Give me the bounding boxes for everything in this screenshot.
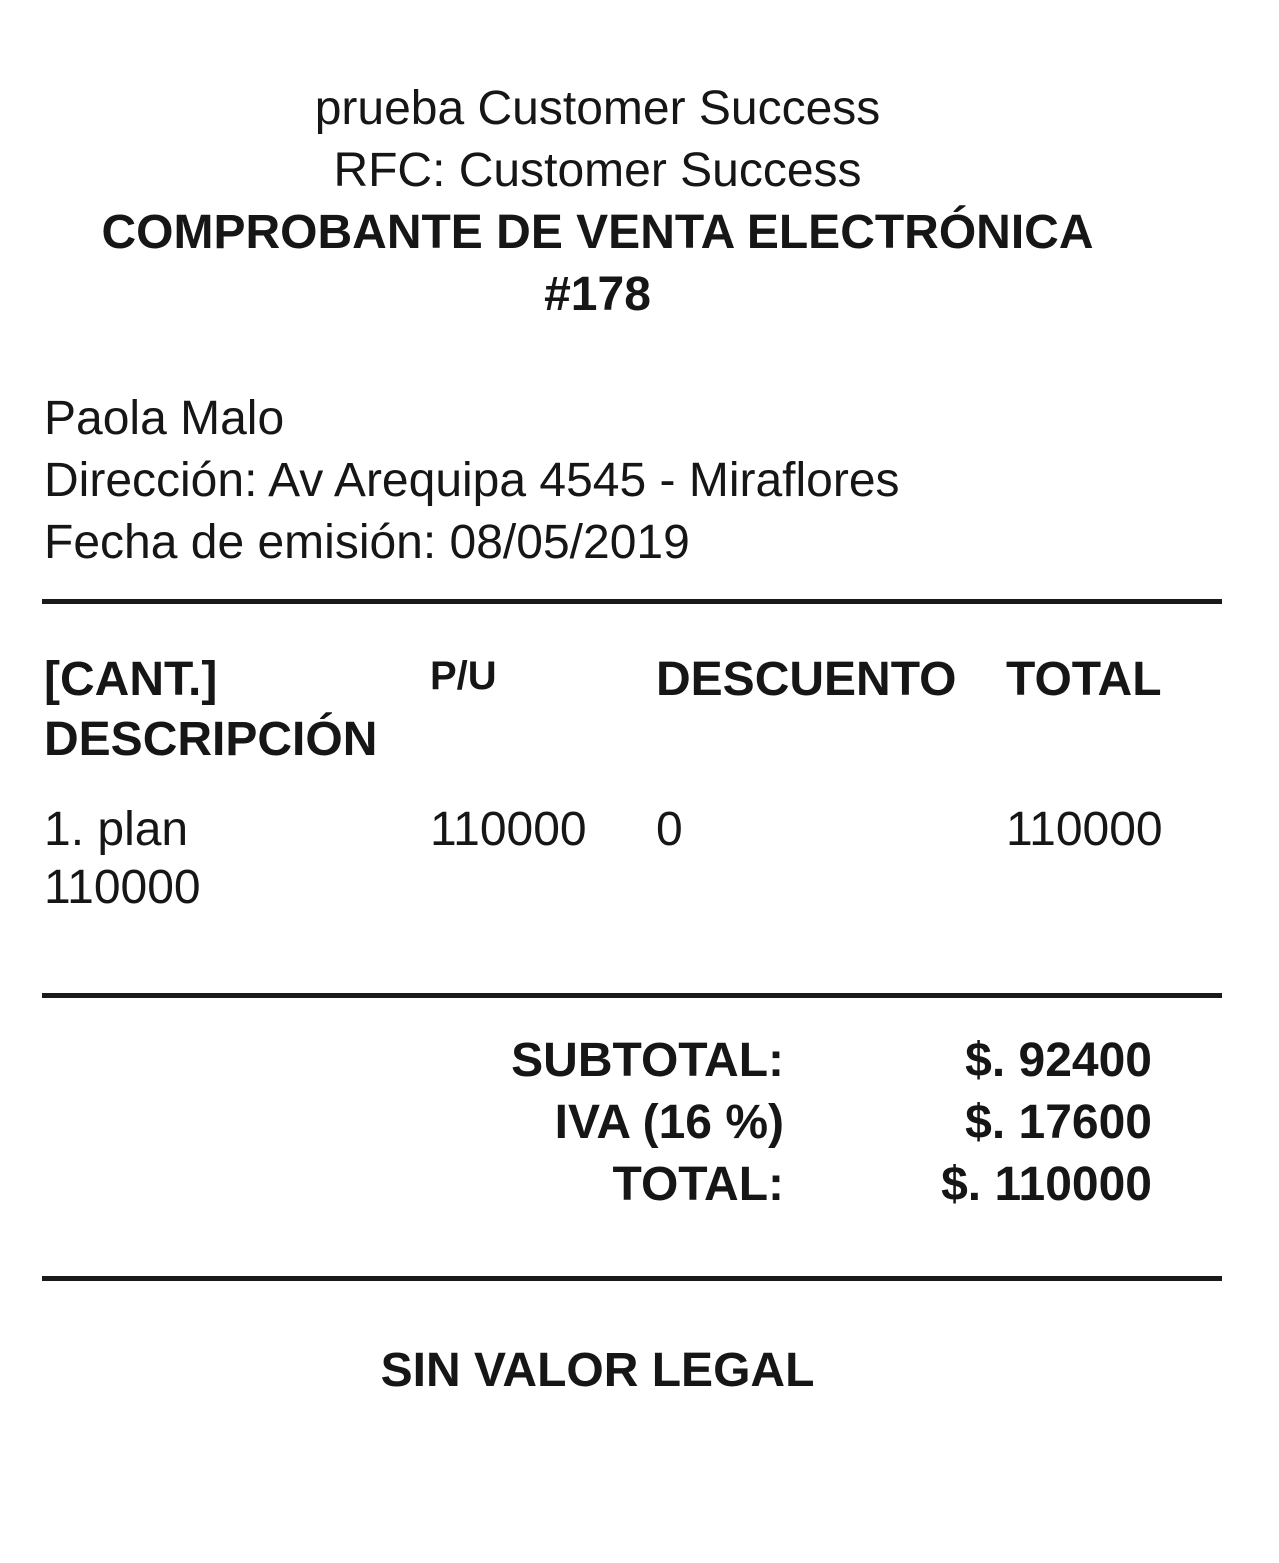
row-item: 1. plan bbox=[44, 803, 189, 856]
issue-date: Fecha de emisión: 08/05/2019 bbox=[44, 516, 690, 569]
customer-info bbox=[44, 388, 900, 574]
subtotal-label: SUBTOTAL: bbox=[511, 1034, 784, 1087]
row-discount: 0 bbox=[656, 803, 683, 856]
document-type: COMPROBANTE DE VENTA ELECTRÓNICA bbox=[101, 206, 1094, 259]
divider bbox=[42, 993, 1222, 998]
legal-note: SIN VALOR LEGAL bbox=[380, 1344, 815, 1397]
header-unit-price: P/U bbox=[430, 654, 497, 698]
customer-address: Dirección: Av Arequipa 4545 - Miraflores bbox=[44, 454, 900, 507]
header-total: TOTAL bbox=[1006, 653, 1162, 706]
divider bbox=[42, 599, 1222, 604]
rfc: RFC: Customer Success bbox=[333, 144, 862, 197]
receipt-number: #178 bbox=[544, 268, 651, 321]
receipt-header bbox=[0, 78, 1195, 326]
business-name: prueba Customer Success bbox=[314, 82, 881, 135]
totals-values bbox=[941, 1030, 1152, 1216]
iva-label: IVA (16 %) bbox=[554, 1096, 784, 1149]
row-total: 110000 bbox=[1006, 803, 1163, 856]
row-item-detail: 110000 bbox=[44, 861, 201, 914]
total-value: $. 110000 bbox=[941, 1158, 1152, 1211]
header-qty: [CANT.] bbox=[44, 653, 218, 706]
divider bbox=[42, 1276, 1222, 1281]
totals-labels bbox=[511, 1030, 784, 1216]
total-label: TOTAL: bbox=[612, 1158, 784, 1211]
iva-value: $. 17600 bbox=[965, 1096, 1152, 1149]
customer-name: Paola Malo bbox=[44, 392, 285, 445]
row-unit-price: 110000 bbox=[430, 803, 587, 856]
subtotal-value: $. 92400 bbox=[965, 1034, 1152, 1087]
header-description: DESCRIPCIÓN bbox=[44, 713, 378, 766]
header-discount: DESCUENTO bbox=[656, 653, 957, 706]
